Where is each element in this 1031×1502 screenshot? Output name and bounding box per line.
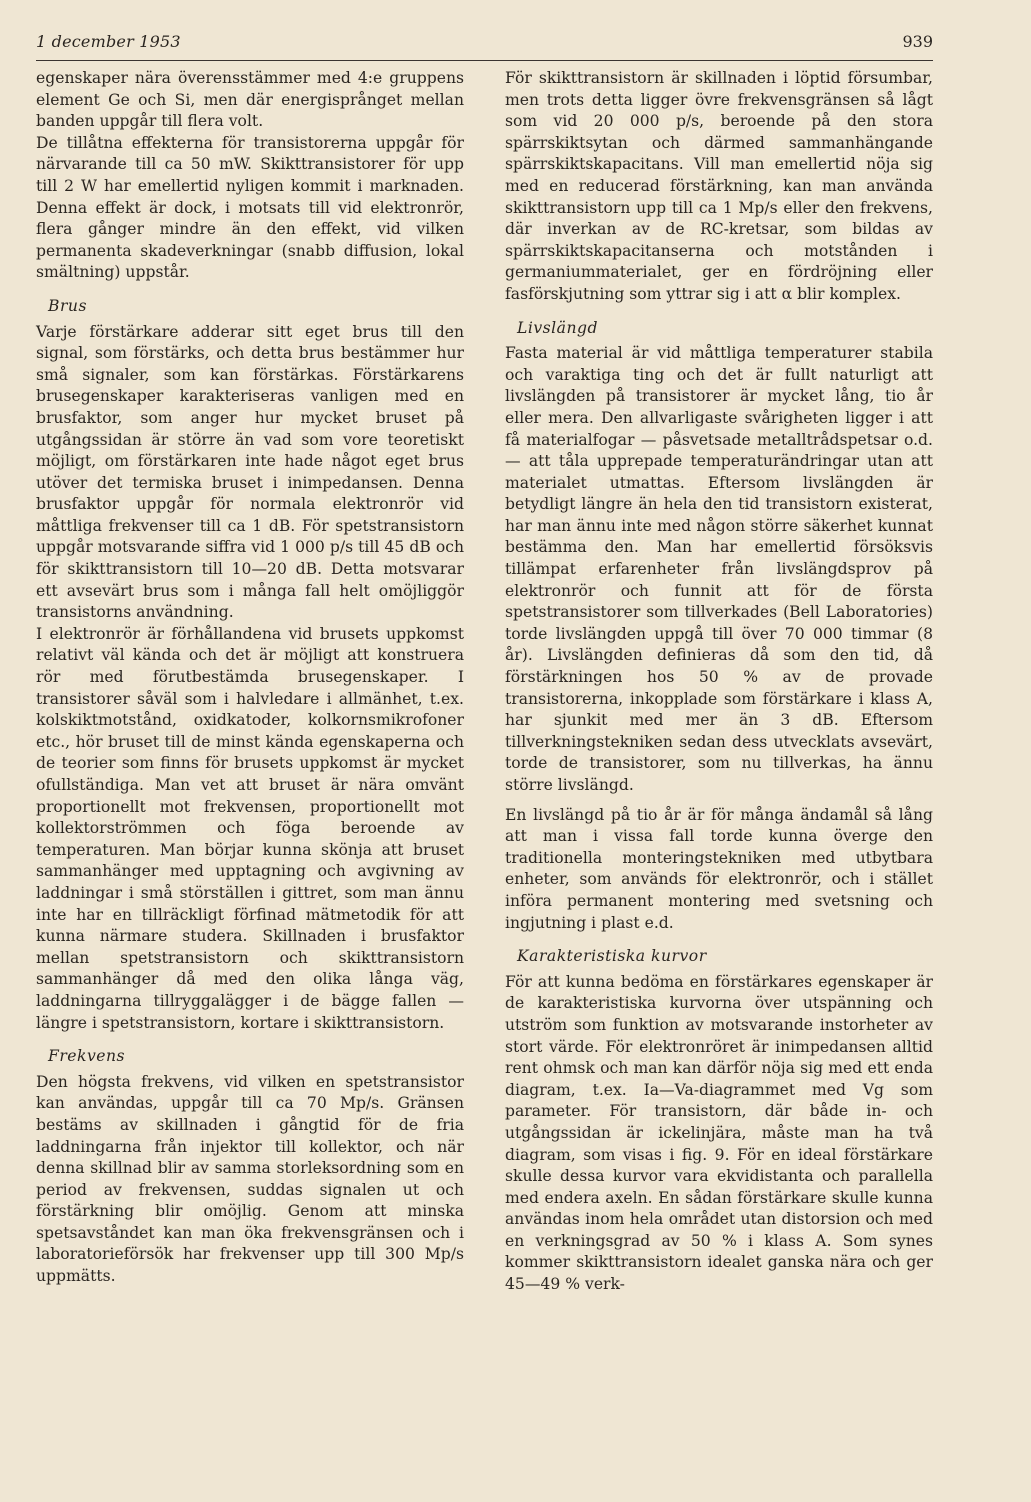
left-column — [36, 68, 464, 1288]
paragraph: Den högsta frekvens, vid vilken en spetstransistor kan användas, uppgår till ca 70 Mp/s. Gränsen bestäms av skillnaden i gångtid för de fria laddningarna från injektor till kollektor, och när denna skillnad blir av samma storleksordning som en period av frekvensen, suddas signalen ut och förstärkning blir omöjlig. Genom att minska spetsavståndet kan man öka frekvensgränsen och i laboratorieförsök har frekvenser upp till 300 Mp/s uppmätts. — [36, 1072, 464, 1286]
section-heading-livslangd: Livslängd — [517, 318, 598, 337]
paragraph: För att kunna bedöma en förstärkares egenskaper är de karakteristiska kurvorna över utspänning och utström som funktion av motsvarande instorheter av stort värde. För elektronröret är inimpedansen alltid rent ohmsk och man kan därför nöja sig med ett enda diagram, t.ex. Ia—Va-diagrammet med Vg som parameter. För transistorn, där både in- och utgångssidan är ickelinjära, måste man ha två diagram, som visas i fig. 9. För en ideal förstärkare skulle dessa kurvor vara ekvidistanta och parallella med endera axeln. En sådan förstärkare skulle kunna användas inom hela området utan distorsion och med en verkningsgrad av 50 % i klass A. Som synes kommer skikttransistorn idealet ganska nära och ger 45—49 % verk- — [505, 972, 933, 1294]
section-heading-frekvens: Frekvens — [48, 1047, 126, 1066]
section-heading-karakteristiska-kurvor: Karakteristiska kurvor — [517, 947, 707, 966]
paragraph: I elektronrör är förhållandena vid brusets uppkomst relativt väl kända och det är möjligt att konstruera rör med förutbestämda brusegenskaper. I transistorer såväl som i halvledare i allmänhet, t.ex. kolskiktmotstånd, oxidkatoder, kolkornsmikrofoner etc., hör bruset till de minst kända egenskaperna och de teorier som finns för brusets uppkomst är mycket ofullständiga. Man vet att bruset är nära omvänt proportionellt mot frekvensen, proportionellt mot kollektorströmmen och föga beroende av temperaturen. Man börjar kunna skönja att bruset sammanhänger med upptagning och avgivning av laddningar i små störställen i gittret, som man ännu inte har en tillräckligt förfinad mätmetodik för att kunna närmare studera. Skillnaden i brusfaktor mellan spetstransistorn och skikttransistorn sammanhänger då med den olika långa väg, laddningarna tillryggalägger i de bägge fallen — längre i spetstransistorn, kortare i skikttransistorn. — [36, 624, 464, 1032]
paragraph: Fasta material är vid måttliga temperaturer stabila och varaktiga ting och det är fullt naturligt att livslängden på transistorer är mycket lång, tio år eller mera. Den allvarligaste svårigheten ligger i att få materialfogar — påsvetsade metalltrådspetsar o.d. — att tåla upprepade temperaturändringar utan att materialet utmattas. Eftersom livslängden är betydligt längre än hela den tid transistorn existerat, har man ännu inte med någon större säkerhet kunnat bestämma den. Man har emellertid försöksvis tillämpat erfarenheter från livslängdsprov på elektronrör och funnit att för de första spetstransistorer som tillverkades (Bell Laboratories) torde livslängden uppgå till över 70 000 timmar (8 år). Livslängden definieras då som den tid, då förstärkningen hos 50 % av de provade transistorerna, inkopplade som förstärkare i klass A, har sjunkit med mer än 3 dB. Eftersom tillverkningstekniken sedan dess utvecklats avsevärt, torde de transistorer, som nu tillverkas, ha ännu större livslängd. — [505, 344, 933, 794]
paragraph: En livslängd på tio år är för många ändamål så lång att man i vissa fall torde kunna överge den traditionella monteringstekniken med utbytbara enheter, som används för elektronrör, och i stället införa permanent montering med svetsning och ingjutning i plast e.d. — [505, 805, 933, 932]
paragraph: Varje förstärkare adderar sitt eget brus till den signal, som förstärks, och detta brus bestämmer hur små signaler, som kan förstärkas. Förstärkarens brusegenskaper karakteriseras vanligen med en brusfaktor, som anger hur mycket bruset på utgångssidan är större än vad som vore teoretiskt möjligt, om förstärkaren inte hade något eget brus utöver det termiska bruset i inimpedansen. Denna brusfaktor uppgår för normala elektronrör vid måttliga frekvenser till ca 1 dB. För spetstransistorn uppgår motsvarande siffra vid 1 000 p/s till 45 dB och för skikttransistorn till 10—20 dB. Detta motsvarar ett avsevärt brus som i många fall helt omöjliggör transistorns användning. — [36, 322, 464, 622]
running-header — [36, 26, 933, 61]
paragraph: De tillåtna effekterna för transistorerna uppgår för närvarande till ca 50 mW. Skikttransistorer för upp till 2 W har emellertid nyligen kommit i marknaden. Denna effekt är dock, i motsats till vid elektronrör, flera gånger mindre än den effekt, vid vilken permanenta skadeverkningar (snabb diffusion, lokal smältning) uppstår. — [36, 133, 464, 282]
section-heading-brus: Brus — [48, 296, 87, 315]
paragraph-spacer — [505, 797, 933, 805]
issue-date: 1 december 1953 — [36, 32, 181, 51]
paragraph: För skikttransistorn är skillnaden i löptid försumbar, men trots detta ligger övre frekvensgränsen så lågt som vid 20 000 p/s, beroende på den stora spärrskiktsytan och därmed sammanhängande spärrskiktskapacitans. Vill man emellertid nöja sig med en reducerad förstärkning, kan man använda skikttransistorn upp till ca 1 Mp/s eller den frekvens, där inverkan av de RC-kretsar, som bildas av spärrskiktskapacitanserna och motstånden i germaniummaterialet, ger en fördröjning eller fasförskjutning som yttrar sig i att α blir komplex. — [505, 69, 933, 303]
paragraph: egenskaper nära överensstämmer med 4:e gruppens element Ge och Si, men där energisprånget mellan banden uppgår till flera volt. — [36, 69, 464, 131]
right-column — [505, 68, 933, 1296]
page-number: 939 — [902, 32, 933, 51]
